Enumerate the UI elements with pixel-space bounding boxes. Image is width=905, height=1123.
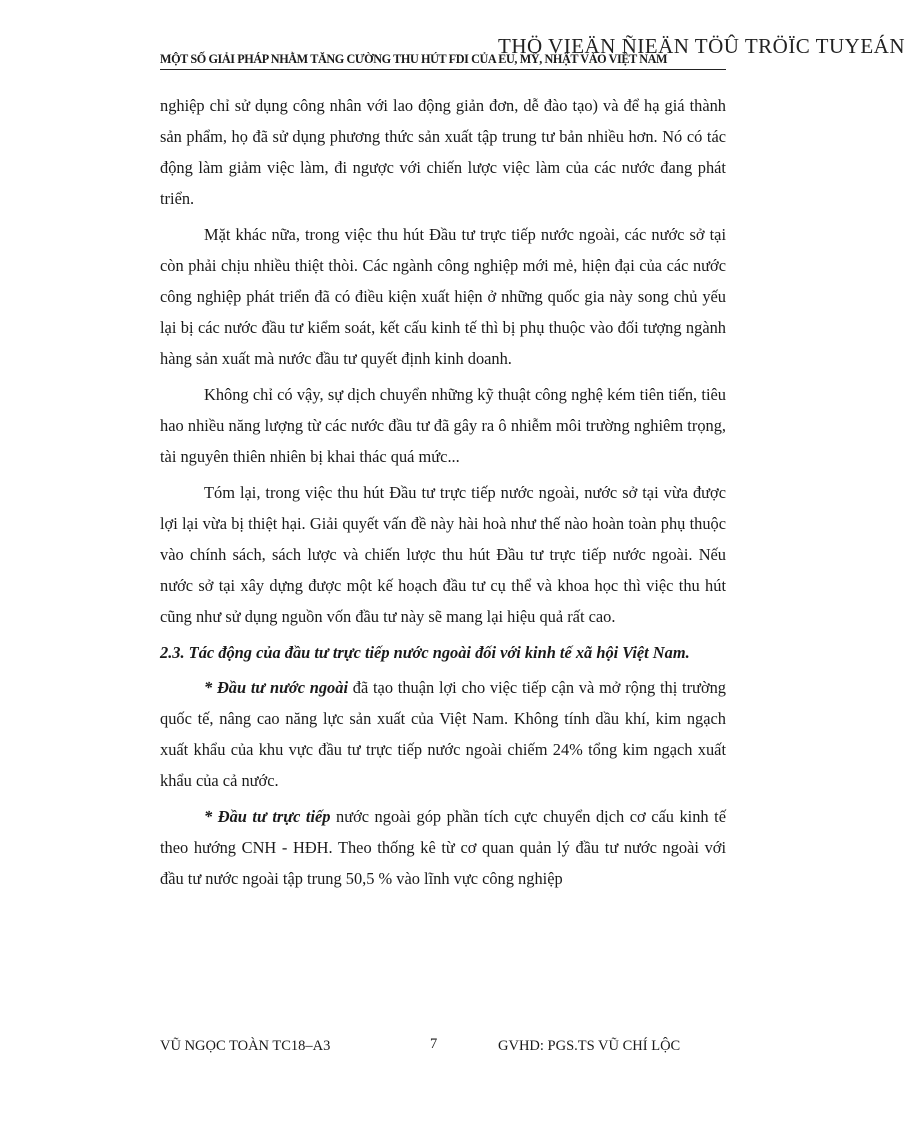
watermark-text: THÖ VIEÄN ÑIEÄN TÖÛ TRÖÏC TUYEÁN	[498, 34, 905, 58]
paragraph-1: nghiệp chỉ sử dụng công nhân với lao động giản đơn, dễ đào tạo) và để hạ giá thành sản phẩm, họ đã sử dụng phương thức sản xuất tập trung tư bản nhiều hơn. Nó có tác động làm giảm việc làm, đi ngược với chiến lược việc làm của các nước đang phát triển.	[160, 96, 726, 208]
paragraph-2: Mặt khác nữa, trong việc thu hút Đầu tư trực tiếp nước ngoài, các nước sở tại còn phải chịu nhiều thiệt thòi. Các ngành công nghiệp mới mẻ, hiện đại của các nước công nghiệp phát triển đã có điều kiện xuất hiện ở những quốc gia này song chủ yếu lại bị các nước đầu tư kiểm soát, kết cấu kinh tế thì bị phụ thuộc vào đối tượng ngành hàng sản xuất mà nước đầu tư quyết định kinh doanh.	[160, 225, 726, 368]
section-heading-2-3: 2.3. Tác động của đầu tư trực tiếp nước ngoài đối với kinh tế xã hội Việt Nam.	[160, 643, 690, 662]
paragraph-5	[160, 672, 726, 796]
header-divider	[160, 69, 726, 70]
page-body	[160, 90, 726, 899]
footer-author: VŨ NGỌC TOÀN TC18–A3	[160, 1038, 331, 1054]
paragraph-5-lead: * Đầu tư nước ngoài	[204, 678, 349, 697]
footer-supervisor: GVHD: PGS.TS VŨ CHÍ LỘC	[498, 1038, 681, 1054]
paragraph-3: Không chỉ có vậy, sự dịch chuyển những kỹ thuật công nghệ kém tiên tiến, tiêu hao nhiều năng lượng từ các nước đầu tư đã gây ra ô nhiễm môi trường nghiêm trọng, tài nguyên thiên nhiên bị khai thác quá mức...	[160, 385, 726, 466]
paragraph-6-text: nước ngoài góp phần tích cực chuyển dịch cơ cấu kinh tế theo hướng CNH - HĐH. Theo thống kê từ cơ quan quản lý đầu tư nước ngoài với đầu tư nước ngoài tập trung 50,5 % vào lĩnh vực công nghiệp	[160, 807, 726, 888]
running-header-title: MỘT SỐ GIẢI PHÁP NHẰM TĂNG CƯỜNG THU HÚT FDI CỦA EU, MỸ, NHẬT VÀO VIỆT NAM	[160, 52, 668, 66]
page-footer	[160, 1038, 726, 1062]
paragraph-6	[160, 801, 726, 894]
paragraph-4: Tóm lại, trong việc thu hút Đầu tư trực tiếp nước ngoài, nước sở tại vừa được lợi lại vừa bị thiệt hại. Giải quyết vấn đề này hài hoà như thế nào hoàn toàn phụ thuộc vào chính sách, sách lược và chiến lược thu hút Đầu tư trực tiếp nước ngoài. Nếu nước sở tại xây dựng được một kế hoạch đầu tư cụ thể và khoa học thì việc thu hút cũng như sử dụng nguồn vốn đầu tư này sẽ mang lại hiệu quả rất cao.	[160, 483, 726, 626]
paragraph-5-text: đã tạo thuận lợi cho việc tiếp cận và mở rộng thị trường quốc tế, nâng cao năng lực sản xuất của Việt Nam. Không tính dầu khí, kim ngạch xuất khẩu của khu vực đầu tư trực tiếp nước ngoài chiếm 24% tổng kim ngạch xuất khẩu của cả nước.	[160, 678, 727, 790]
page-number: 7	[430, 1036, 438, 1052]
paragraph-6-lead: * Đầu tư trực tiếp	[204, 807, 331, 826]
